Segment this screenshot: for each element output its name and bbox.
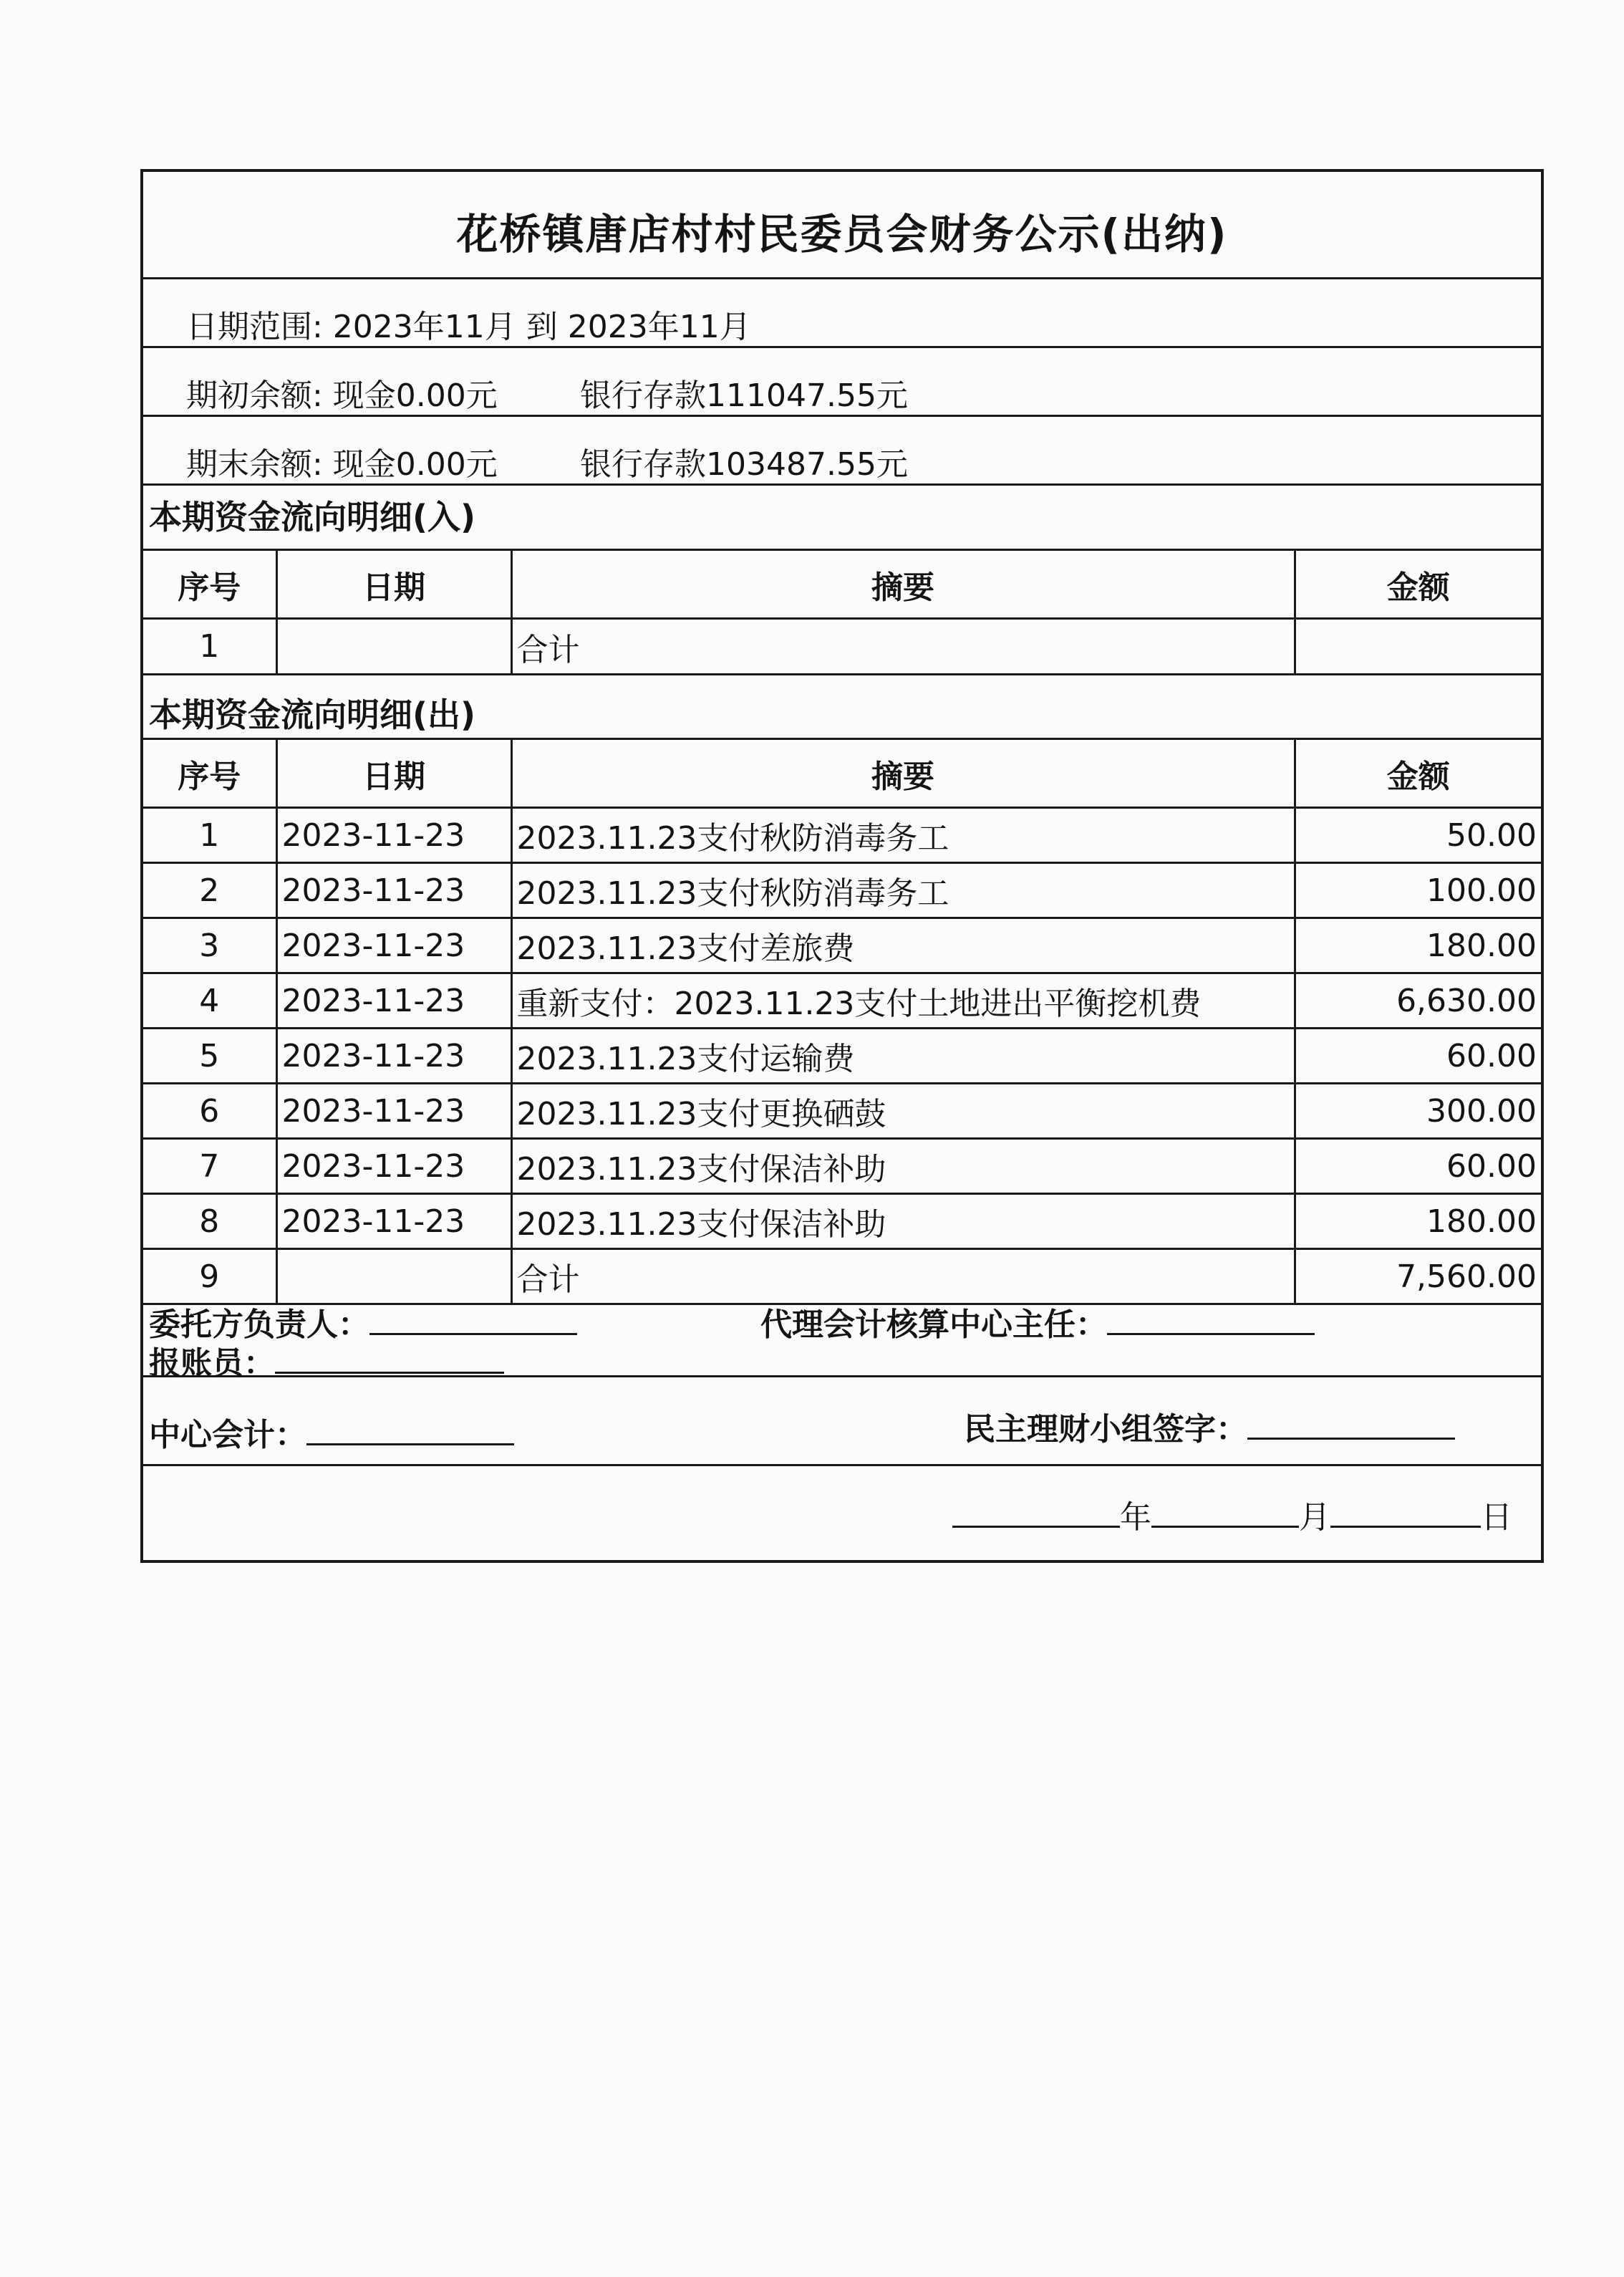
row-amount: 6,630.00 <box>1295 973 1541 1029</box>
opening-cash: 期初余额: 现金0.00元 <box>186 377 498 414</box>
row-seq: 4 <box>143 973 276 1029</box>
row-summary: 重新支付：2023.11.23支付土地进出平衡挖机费 <box>511 973 1295 1029</box>
row-amount: 100.00 <box>1295 863 1541 918</box>
row-summary: 合计 <box>511 619 1295 675</box>
row-seq: 9 <box>143 1249 276 1304</box>
signature-line <box>369 1311 577 1335</box>
summary-header: 摘要 <box>511 739 1295 808</box>
row-date: 2023-11-23 <box>276 1139 511 1194</box>
signature-band-2 <box>143 1377 1541 1466</box>
row-date: 2023-11-23 <box>276 973 511 1029</box>
row-amount: 60.00 <box>1295 1139 1541 1194</box>
row-date: 2023-11-23 <box>276 1029 511 1084</box>
table-row <box>143 863 1541 918</box>
entrusting-party-label: 委托方负责人： <box>149 1306 369 1343</box>
seq-header: 序号 <box>143 739 276 808</box>
income-section-label: 本期资金流向明细(入) <box>149 498 476 536</box>
row-date: 2023-11-23 <box>276 918 511 973</box>
income-table <box>143 549 1541 675</box>
row-summary: 2023.11.23支付差旅费 <box>511 918 1295 973</box>
signature-band-1 <box>143 1293 1541 1382</box>
center-accountant-label: 中心会计： <box>149 1417 306 1453</box>
row-amount: 60.00 <box>1295 1029 1541 1084</box>
agency-director-signature <box>760 1299 1315 1344</box>
day-blank <box>1330 1504 1481 1528</box>
opening-balance-band <box>143 348 1541 417</box>
finance-disclosure-sheet <box>140 169 1544 1563</box>
row-amount: 180.00 <box>1295 1194 1541 1249</box>
row-seq: 8 <box>143 1194 276 1249</box>
signature-line <box>306 1422 514 1445</box>
table-row <box>143 1139 1541 1194</box>
amount-header: 金额 <box>1295 739 1541 808</box>
amount-header: 金额 <box>1295 550 1541 619</box>
table-row <box>143 808 1541 863</box>
date-header: 日期 <box>276 739 511 808</box>
expense-table <box>143 738 1541 1305</box>
row-amount: 50.00 <box>1295 808 1541 863</box>
expense-header-row <box>143 739 1541 808</box>
row-date: 2023-11-23 <box>276 1194 511 1249</box>
row-summary: 2023.11.23支付秋防消毒务工 <box>511 808 1295 863</box>
opening-bank: 银行存款111047.55元 <box>580 377 908 414</box>
date-range: 日期范围: 2023年11月 到 2023年11月 <box>186 309 751 345</box>
day-label: 日 <box>1481 1499 1512 1536</box>
date-header: 日期 <box>276 550 511 619</box>
income-header-row <box>143 550 1541 619</box>
row-amount: 7,560.00 <box>1295 1249 1541 1304</box>
row-seq: 6 <box>143 1084 276 1139</box>
closing-balance-band <box>143 417 1541 486</box>
table-row <box>143 1194 1541 1249</box>
agency-director-label: 代理会计核算中心主任： <box>760 1306 1107 1343</box>
table-row <box>143 1084 1541 1139</box>
bookkeeper-label: 报账员： <box>149 1345 275 1382</box>
row-summary: 2023.11.23支付更换硒鼓 <box>511 1084 1295 1139</box>
row-amount: 180.00 <box>1295 918 1541 973</box>
month-label: 月 <box>1299 1499 1330 1536</box>
row-summary: 2023.11.23支付保洁补助 <box>511 1194 1295 1249</box>
table-row <box>143 619 1541 675</box>
row-summary: 2023.11.23支付秋防消毒务工 <box>511 863 1295 918</box>
row-summary: 合计 <box>511 1249 1295 1304</box>
row-seq: 7 <box>143 1139 276 1194</box>
month-blank <box>1151 1504 1299 1528</box>
date-range-band <box>143 279 1541 348</box>
table-row <box>143 973 1541 1029</box>
sign-date <box>952 1491 1512 1537</box>
row-seq: 5 <box>143 1029 276 1084</box>
seq-header: 序号 <box>143 550 276 619</box>
summary-header: 摘要 <box>511 550 1295 619</box>
bookkeeper-signature <box>149 1337 504 1383</box>
signature-line <box>275 1350 504 1374</box>
table-row <box>143 1029 1541 1084</box>
row-seq: 1 <box>143 808 276 863</box>
row-summary: 2023.11.23支付运输费 <box>511 1029 1295 1084</box>
row-amount <box>1295 619 1541 675</box>
expense-section-label: 本期资金流向明细(出) <box>149 695 476 734</box>
row-date: 2023-11-23 <box>276 863 511 918</box>
row-date: 2023-11-23 <box>276 808 511 863</box>
row-seq: 3 <box>143 918 276 973</box>
finance-group-label: 民主理财小组签字： <box>964 1411 1247 1448</box>
row-summary: 2023.11.23支付保洁补助 <box>511 1139 1295 1194</box>
year-blank <box>952 1504 1120 1528</box>
center-accountant-signature <box>149 1409 514 1455</box>
year-label: 年 <box>1120 1499 1151 1536</box>
document-title: 花桥镇唐店村村民委员会财务公示(出纳) <box>456 210 1228 259</box>
row-seq: 2 <box>143 863 276 918</box>
row-amount: 300.00 <box>1295 1084 1541 1139</box>
title-band <box>143 172 1541 279</box>
closing-cash: 期末余额: 现金0.00元 <box>186 446 498 483</box>
row-seq: 1 <box>143 619 276 675</box>
signature-line <box>1107 1311 1315 1335</box>
table-row <box>143 918 1541 973</box>
finance-group-signature <box>964 1403 1455 1449</box>
row-date <box>276 619 511 675</box>
row-date: 2023-11-23 <box>276 1084 511 1139</box>
closing-bank: 银行存款103487.55元 <box>580 446 908 483</box>
signature-line <box>1247 1416 1455 1440</box>
